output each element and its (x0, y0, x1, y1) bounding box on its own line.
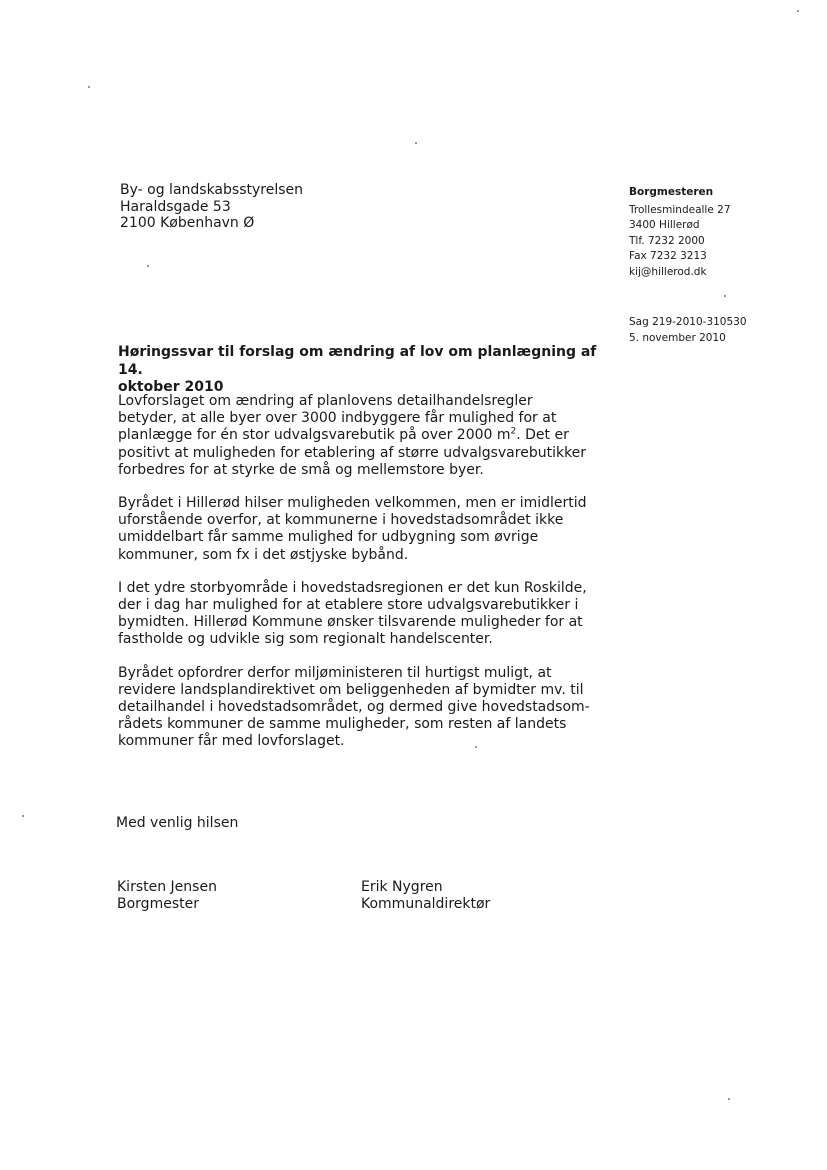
letter-date: 5. november 2010 (629, 332, 726, 344)
heading-line-1: Høringssvar til forslag om ændring af lov om planlægning af 14. (118, 344, 597, 378)
sender-fax: Fax 7232 3213 (629, 250, 707, 263)
paragraph-4 (118, 665, 588, 751)
recipient-street: Haraldsgade 53 (120, 198, 231, 215)
paragraph-line-text: . Det er (516, 427, 569, 444)
paragraph-3 (118, 580, 588, 649)
paragraph-line: bymidten. Hillerød Kommune ønsker tilsvarende muligheder for at (118, 614, 583, 631)
paragraph-line: forbedres for at styrke de små og mellemstore byer. (118, 461, 484, 478)
sender-address (629, 185, 731, 281)
paragraph-1 (118, 393, 588, 479)
paragraph-line: positivt at muligheden for etablering af større udvalgsvarebutikker (118, 444, 587, 461)
paragraph-line: rådets kommuner de samme muligheder, som resten af landets (118, 716, 567, 733)
paragraph-line: revidere landsplandirektivet om beliggenheden af bymidter mv. til (118, 681, 584, 698)
paragraph-2 (118, 495, 588, 564)
scan-speck (797, 10, 799, 12)
paragraph-line: Byrådet opfordrer derfor miljøministeren til hurtigst muligt, at (118, 664, 552, 681)
paragraph-line: Lovforslaget om ændring af planlovens detailhandelsregler (118, 393, 533, 409)
paragraph-line: der i dag har mulighed for at etablere store udvalgsvarebutikker i (118, 597, 579, 614)
signatory-role: Borgmester (117, 895, 199, 912)
signatory-mayor (117, 879, 217, 912)
sender-email: kij@hillerod.dk (629, 265, 707, 278)
heading-line-2: oktober 2010 (118, 379, 224, 395)
paragraph-line: betyder, at alle byer over 3000 indbyggere får mulighed for at (118, 410, 557, 427)
signatory-director (361, 879, 490, 912)
recipient-name: By- og landskabsstyrelsen (120, 182, 303, 198)
paragraph-line: I det ydre storbyområde i hovedstadsregionen er det kun Roskilde, (118, 579, 587, 596)
sender-city: 3400 Hillerød (629, 219, 700, 232)
scan-speck (415, 142, 417, 144)
sender-title: Borgmesteren (629, 186, 714, 198)
paragraph-line-text: planlægge for én stor udvalgsvarebutik på over 2000 m (118, 427, 511, 444)
scan-speck (475, 746, 477, 748)
paragraph-line: Byrådet i Hillerød hilser muligheden velkommen, men er imidlertid (118, 495, 587, 512)
case-reference (629, 314, 747, 346)
paragraph-line: umiddelbart får samme mulighed for udbygning som øvrige (118, 529, 539, 546)
letter-body (118, 393, 588, 767)
letter-heading (118, 344, 608, 397)
scan-speck (22, 815, 24, 817)
scan-speck (147, 265, 149, 267)
signatory-role: Kommunaldirektør (361, 895, 491, 912)
scan-speck (728, 1098, 730, 1100)
signatory-name: Kirsten Jensen (117, 879, 217, 895)
superscript-two: 2 (510, 426, 517, 437)
sender-street: Trollesmindealle 27 (629, 203, 731, 216)
paragraph-line: detailhandel i hovedstadsområdet, og dermed give hovedstadsom- (118, 699, 590, 716)
paragraph-line: kommuner får med lovforslaget. (118, 733, 345, 750)
recipient-address (120, 182, 303, 232)
recipient-city: 2100 København Ø (120, 215, 255, 231)
paragraph-line: uforstående overfor, at kommunerne i hovedstadsområdet ikke (118, 512, 564, 529)
scan-speck (724, 295, 726, 297)
scan-speck (88, 86, 90, 88)
closing-greeting: Med venlig hilsen (116, 815, 239, 831)
sender-phone: Tlf. 7232 2000 (629, 234, 705, 247)
case-number: Sag 219-2010-310530 (629, 316, 747, 328)
signatory-name: Erik Nygren (361, 879, 443, 895)
paragraph-line-with-superscript (118, 427, 588, 444)
paragraph-line: fastholde og udvikle sig som regionalt handelscenter. (118, 631, 493, 648)
paragraph-line: kommuner, som fx i det østjyske bybånd. (118, 546, 409, 563)
